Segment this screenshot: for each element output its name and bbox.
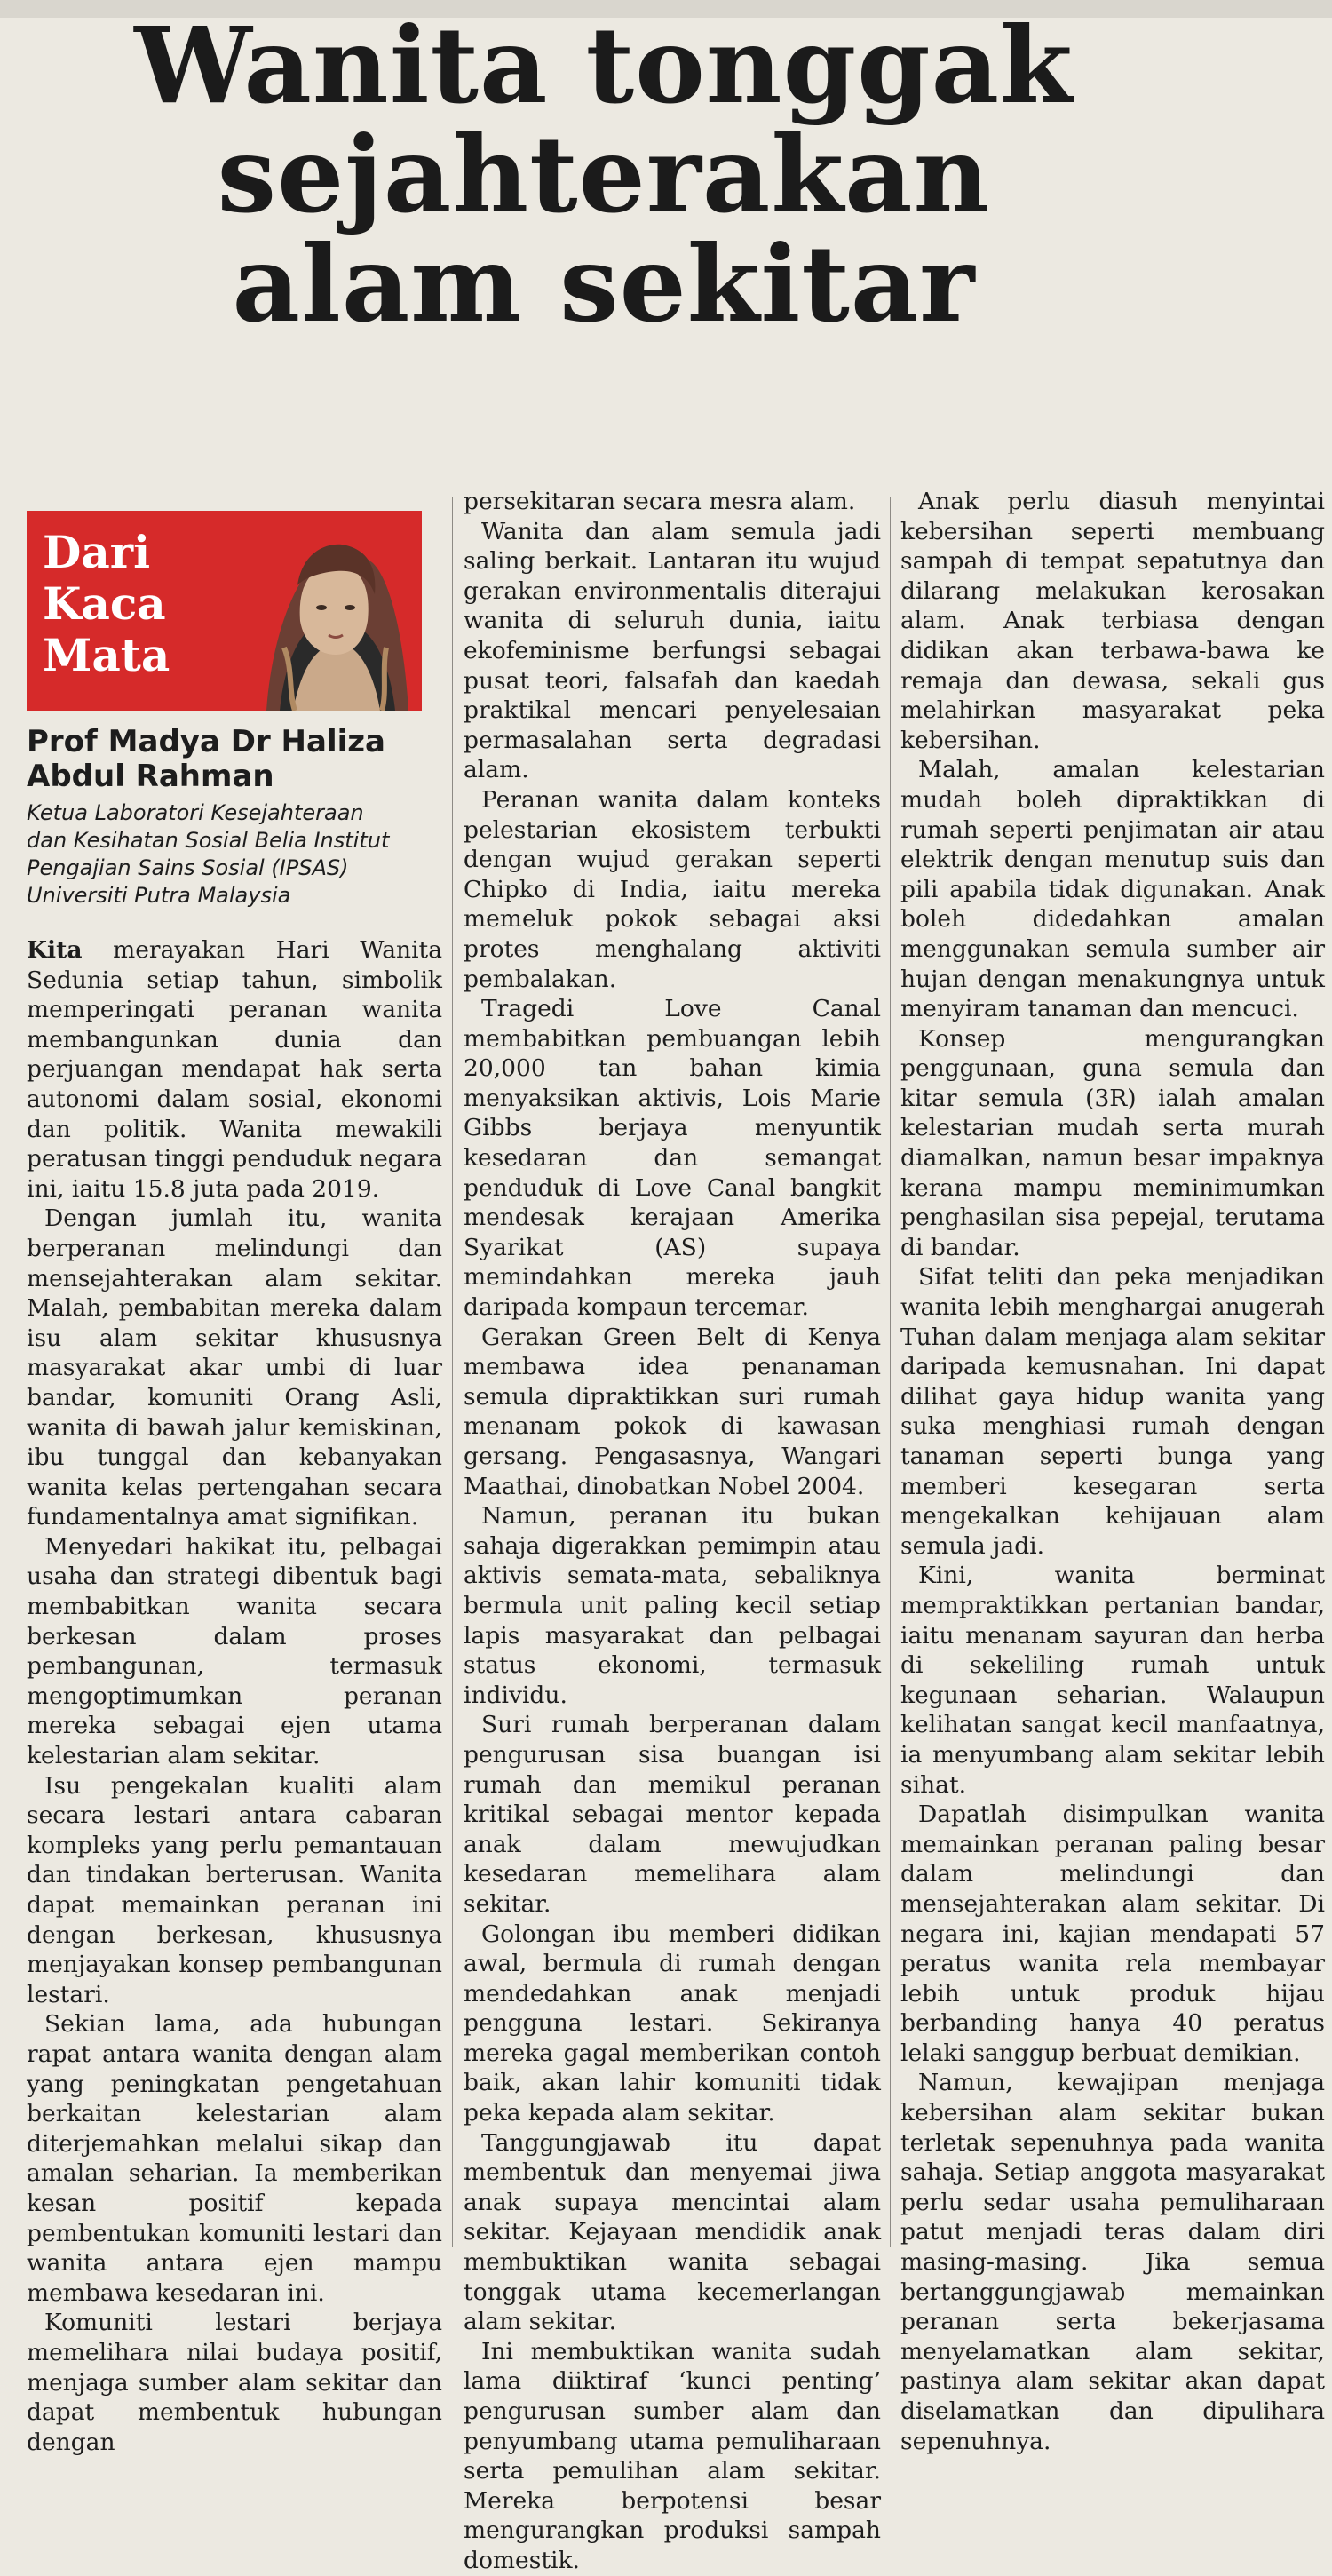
paragraph bbox=[27, 935, 442, 1204]
banner-line-2: Kaca bbox=[43, 577, 166, 630]
column-divider-2 bbox=[890, 497, 891, 2247]
column-divider-1 bbox=[452, 497, 453, 2247]
column-banner-label bbox=[43, 527, 170, 681]
paragraph: Peranan wanita dalam konteks pelestarian ekosistem terbukti dengan wujud gerakan seperti Chipko di India, iaitu mereka memeluk pokok sebagai aksi protes menghalang aktiviti pembalakan. bbox=[464, 785, 881, 993]
paragraph: Sifat teliti dan peka menjadikan wanita lebih menghargai anugerah Tuhan dalam menjaga alam sekitar daripada kemusnahan. Ini dapat dilihat gaya hidup wanita yang suka menghiasi rumah dengan tanaman seperti bunga yang memberi kesegaran serta mengekalkan kehijauan alam semula jadi. bbox=[900, 1263, 1325, 1560]
article-column-3 bbox=[900, 487, 1325, 2456]
paragraph: Malah, amalan kelestarian mudah boleh dipraktikkan di rumah seperti penjimatan air atau elektrik dengan menutup suis dan pili apabila tidak digunakan. Anak boleh didedahkan amalan menggunakan semula sumber air hujan dengan menakungnya untuk menyiram tanaman dan mencuci. bbox=[900, 756, 1325, 1023]
headline-line-1: Wanita tonggak bbox=[134, 4, 1074, 127]
paragraph: Kini, wanita berminat mempraktikkan pertanian bandar, iaitu menanam sayuran dan herba di sekeliling rumah untuk kegunaan seharian. Walaupun kelihatan sangat kecil manfaatnya, ia menyumbang alam sekitar lebih sihat. bbox=[900, 1562, 1325, 1799]
paragraph: Dapatlah disimpulkan wanita memainkan peranan paling besar dalam melindungi dan mensejahterakan alam sekitar. Di negara ini, kajian mendapati 57 peratus wanita rela membayar lebih untuk produk hijau berbanding hanya 40 peratus lelaki sanggup berbuat demikian. bbox=[900, 1801, 1325, 2067]
headline-line-2: sejahterakan bbox=[217, 113, 991, 236]
author-role bbox=[27, 799, 422, 910]
banner-line-3: Mata bbox=[43, 629, 170, 681]
paragraph: Namun, kewajipan menjaga kebersihan alam sekitar bukan terletak sepenuhnya pada wanita sahaja. Setiap anggota masyarakat perlu sedar usaha pemuliharaan patut menjadi teras dalam diri masing-masing. Jika semua bertanggungjawab memainkan peranan serta bekerjasama menyelamatkan alam sekitar, pastinya alam sekitar akan dapat diselamatkan dan dipulihara sepenuhnya. bbox=[900, 2069, 1325, 2455]
paragraph: Gerakan Green Belt di Kenya membawa idea penanaman semula dipraktikkan suri rumah menanam pokok di kawasan gersang. Pengasasnya, Wangari Maathai, dinobatkan Nobel 2004. bbox=[464, 1323, 881, 1500]
paragraph: Komuniti lestari berjaya memelihara nilai budaya positif, menjaga sumber alam sekitar dan dapat membentuk hubungan dengan bbox=[27, 2309, 442, 2456]
banner-line-1: Dari bbox=[43, 526, 151, 578]
author-name bbox=[27, 725, 422, 794]
paragraph: Anak perlu diasuh menyintai kebersihan seperti membuang sampah di tempat sepatutnya dan dilarang melakukan kerosakan alam. Anak terbiasa dengan didikan akan terbawa-bawa ke remaja dan dewasa, sekali gus melahirkan masyarakat peka kebersihan. bbox=[900, 488, 1325, 754]
headline-line-3: alam sekitar bbox=[232, 222, 976, 346]
author-role-line-2: dan Kesihatan Sosial Belia Institut bbox=[27, 828, 390, 853]
paragraph: Menyedari hakikat itu, pelbagai usaha dan strategi dibentuk bagi membabitkan wanita secara berkesan dalam proses pembangunan, termasuk mengoptimumkan peranan mereka sebagai ejen utama kelestarian alam sekitar. bbox=[27, 1532, 442, 1770]
lead-word: Kita bbox=[27, 936, 83, 964]
paragraph: Sekian lama, ada hubungan rapat antara wanita dengan alam yang peningkatan pengetahuan berkaitan kelestarian alam diterjemahkan melalui sikap dan amalan seharian. Ia memberikan kesan positif kepada pembentukan komuniti lestari dan wanita antara ejen mampu membawa kesedaran ini. bbox=[27, 2010, 442, 2307]
author-role-line-3: Pengajian Sains Sosial (IPSAS) bbox=[27, 855, 349, 880]
author-name-line-2: Abdul Rahman bbox=[27, 759, 274, 794]
paragraph: Konsep mengurangkan penggunaan, guna semula dan kitar semula (3R) ialah amalan kelestarian mudah serta murah diamalkan, namun besar impaknya kerana mampu meminimumkan penghasilan sisa pepejal, terutama di bandar. bbox=[900, 1024, 1325, 1261]
paragraph: Ini membuktikan wanita sudah lama diiktiraf ‘kunci penting’ pengurusan sumber alam dan penyumbang utama pemuliharaan serta pemulihan alam sekitar. Mereka berpotensi besar mengurangkan produksi sampah domestik. bbox=[464, 2337, 881, 2574]
author-role-line-1: Ketua Laboratori Kesejahteraan bbox=[27, 800, 364, 825]
paragraph: Golongan ibu memberi didikan awal, bermula di rumah dengan mendedahkan anak menjadi pengguna lestari. Sekiranya mereka gagal memberikan contoh baik, akan lahir komuniti tidak peka kepada alam sekitar. bbox=[464, 1920, 881, 2127]
paragraph: Dengan jumlah itu, wanita berperanan melindungi dan mensejahterakan alam sekitar. Malah, pembabitan mereka dalam isu alam sekitar khususnya masyarakat akar umbi di luar bandar, komuniti Orang Asli, wanita di bawah jalur kemiskinan, ibu tunggal dan kebanyakan wanita kelas pertengahan secara fundamentalnya amat signifikan. bbox=[27, 1205, 442, 1531]
paragraph: Tragedi Love Canal membabitkan pembuangan lebih 20,000 tan bahan kimia menyaksikan aktivis, Lois Marie Gibbs berjaya menyuntik kesedaran dan semangat penduduk di Love Canal bangkit mendesak kerajaan Amerika Syarikat (AS) supaya memindahkan mereka jauh daripada kompaun tercemar. bbox=[464, 995, 881, 1322]
paragraph: Suri rumah berperanan dalam pengurusan sisa buangan isi rumah dan memikul peranan kritikal sebagai mentor kepada anak dalam mewujudkan kesedaran memelihara alam sekitar. bbox=[464, 1711, 881, 1918]
paragraph: Wanita dan alam semula jadi saling berkait. Lantaran itu wujud gerakan environmentalis diterajui wanita di seluruh dunia, iaitu ekofeminisme berfungsi sebagai pusat teori, falsafah dan kaedah praktikal mencari penyelesaian permasalahan serta degradasi alam. bbox=[464, 517, 881, 784]
paragraph-text: merayakan Hari Wanita Sedunia setiap tahun, simbolik memperingati peranan wanita membangunkan dunia dan perjuangan mendapat hak serta autonomi dalam sosial, ekonomi dan politik. Wanita mewakili peratusan tinggi penduduk negara ini, iaitu 15.8 juta pada 2019. bbox=[27, 936, 442, 1203]
paragraph: Tanggungjawab itu dapat membentuk dan menyemai jiwa anak supaya mencintai alam sekitar. Kejayaan mendidik anak membuktikan wanita sebagai tonggak utama kecemerlangan alam sekitar. bbox=[464, 2128, 881, 2336]
author-portrait bbox=[258, 514, 413, 711]
article-column-1 bbox=[27, 935, 442, 2457]
article-column-2 bbox=[464, 487, 881, 2576]
paragraph: persekitaran secara mesra alam. bbox=[464, 488, 856, 515]
author-name-line-1: Prof Madya Dr Haliza bbox=[27, 724, 385, 759]
paragraph: Isu pengekalan kualiti alam secara lestari antara cabaran kompleks yang perlu pemantauan dan tindakan berterusan. Wanita dapat memainkan peranan ini dengan berkesan, khususnya menjayakan konsep pembangunan lestari. bbox=[27, 1771, 442, 2008]
paragraph: Namun, peranan itu bukan sahaja digerakkan pemimpin atau aktivis semata-mata, sebaliknya bermula unit paling kecil setiap lapis masyarakat dan pelbagai status ekonomi, termasuk individu. bbox=[464, 1502, 881, 1709]
column-banner bbox=[27, 511, 422, 711]
headline bbox=[53, 4, 1154, 346]
columnist-box bbox=[27, 511, 422, 910]
author-role-line-4: Universiti Putra Malaysia bbox=[27, 883, 291, 908]
